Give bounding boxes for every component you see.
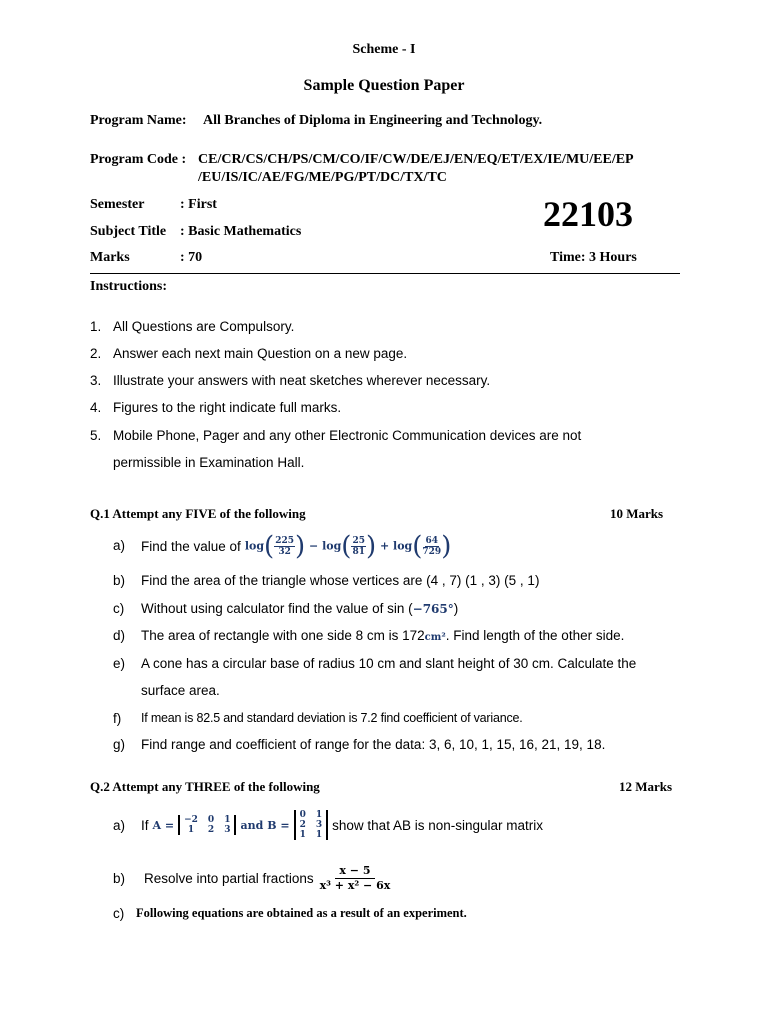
instruction-text: Mobile Phone, Pager and any other Electronic Communication devices are not xyxy=(113,428,582,443)
q2-heading: Q.2 Attempt any THREE of the following xyxy=(90,779,320,794)
partial-fraction xyxy=(320,864,391,893)
paper-title: Sample Question Paper xyxy=(303,77,465,94)
q1-heading: Q.1 Attempt any FIVE of the following xyxy=(90,506,306,521)
semester-label: Semester xyxy=(90,197,145,212)
q1-d-text: The area of rectangle with one side 8 cm is 172 xyxy=(141,628,425,643)
exam-time: Time: 3 Hours xyxy=(550,250,637,265)
matrix-entry: 3 xyxy=(315,820,323,830)
q1-b-text: Find the area of the triangle whose vertices are (4 , 7) (1 , 3) (5 , 1) xyxy=(141,573,540,588)
q2-b-label: b) xyxy=(113,871,126,886)
log-term: log xyxy=(322,539,342,552)
instruction-number: 5. xyxy=(90,428,102,443)
q1-f-text: If mean is 82.5 and standard deviation is 7.2 find coefficient of variance. xyxy=(141,711,523,725)
q2-a-text: show that AB is non-singular matrix xyxy=(332,817,544,833)
fraction-1 xyxy=(274,536,295,557)
matrix-and: and xyxy=(240,818,264,832)
matrix-b xyxy=(294,810,329,840)
fraction-numerator: x − 5 xyxy=(335,864,374,879)
minus-sign: − xyxy=(309,539,319,552)
instruction-number: 3. xyxy=(90,373,102,388)
q1-e-text1: A cone has a circular base of radius 10 cm and slant height of 30 cm. Calculate the xyxy=(141,656,637,671)
fraction-2 xyxy=(351,536,366,557)
q1-c xyxy=(141,601,458,616)
subject-value: : Basic Mathematics xyxy=(180,224,302,239)
q1-a-label: a) xyxy=(113,538,126,553)
instruction-text: Answer each next main Question on a new page. xyxy=(113,346,408,361)
instruction-number: 1. xyxy=(90,319,102,334)
matrix-entry: 0 xyxy=(299,810,306,820)
q1-c-end: ) xyxy=(453,601,459,616)
marks-value: : 70 xyxy=(180,250,203,265)
q1-e-text2: surface area. xyxy=(141,683,220,698)
matrix-entry: 1 xyxy=(224,815,231,825)
matrix-entry: 1 xyxy=(315,830,323,840)
q1-c-label: c) xyxy=(113,601,125,616)
q2-a-label: a) xyxy=(113,818,126,833)
matrix-a-label: A = xyxy=(152,818,175,832)
matrix-entry: 2 xyxy=(299,820,306,830)
instruction-text: permissible in Examination Hall. xyxy=(113,455,305,470)
q1-d xyxy=(141,628,624,643)
instruction-text: Figures to the right indicate full marks. xyxy=(113,400,342,415)
instructions-heading: Instructions: xyxy=(90,279,168,294)
log-expression: log( $\frac{225}{32}$ ) − log( $\frac{25}{81}$ ) + log( $\frac{64}{729}$ ) xyxy=(244,531,452,561)
q1-d-end: . Find length of the other side. xyxy=(445,628,625,643)
unit-cm2: cm² xyxy=(424,632,446,643)
semester-value: : First xyxy=(180,197,217,212)
q2-c-label: c) xyxy=(113,906,125,921)
matrix-entry: 1 xyxy=(315,810,323,820)
matrix-a xyxy=(178,815,236,835)
scheme-label: Scheme - I xyxy=(352,42,416,57)
q1-f-label: f) xyxy=(113,711,122,726)
q2-c-text: Following equations are obtained as a result of an experiment. xyxy=(136,906,467,920)
program-name-label: Program Name: xyxy=(90,113,187,128)
program-code-line2: /EU/IS/IC/AE/FG/ME/PG/PT/DC/TX/TC xyxy=(198,170,447,185)
instruction-text: All Questions are Compulsory. xyxy=(113,319,295,334)
marks-label: Marks xyxy=(90,250,130,265)
fraction-3 xyxy=(422,536,441,557)
header-divider xyxy=(90,273,680,274)
q1-e-label: e) xyxy=(113,656,126,671)
q1-g-text: Find range and coefficient of range for the data: 3, 6, 10, 1, 15, 16, 21, 19, 18. xyxy=(141,737,606,752)
plus-sign: + xyxy=(379,539,390,552)
log-term: log xyxy=(244,539,265,552)
log-term: log xyxy=(393,539,413,552)
subject-code: 22103 xyxy=(543,194,633,234)
matrix-entry: 0 xyxy=(207,815,215,825)
frac3-num: 64 xyxy=(425,535,439,546)
matrix-entry: 1 xyxy=(299,830,306,840)
matrix-entry: 2 xyxy=(207,825,215,835)
q1-b-label: b) xyxy=(113,573,126,588)
q2-marks: 12 Marks xyxy=(619,779,673,794)
instruction-number: 4. xyxy=(90,400,102,415)
q2-a xyxy=(141,802,543,848)
frac3-den: 729 xyxy=(422,546,442,557)
q2-b xyxy=(144,858,390,898)
q1-a-text: Find the value of xyxy=(141,538,241,554)
frac1-num: 225 xyxy=(275,535,294,546)
q2-b-text: Resolve into partial fractions xyxy=(144,870,314,886)
program-name: All Branches of Diploma in Engineering and Technology. xyxy=(203,113,543,128)
subject-label: Subject Title xyxy=(90,224,167,239)
matrix-entry: −2 xyxy=(184,815,198,825)
program-code-line1: CE/CR/CS/CH/PS/CM/CO/IF/CW/DE/EJ/EN/EQ/ET/EX/IE/MU/EE/EP xyxy=(198,152,634,167)
angle-value: −765° xyxy=(412,602,454,616)
q1-marks: 10 Marks xyxy=(610,506,664,521)
q1-a xyxy=(141,528,451,564)
q1-g-label: g) xyxy=(113,737,126,752)
program-code-label: Program Code : xyxy=(90,152,187,167)
q1-d-label: d) xyxy=(113,628,126,643)
frac1-den: 32 xyxy=(278,546,291,557)
matrix-b-label: B = xyxy=(267,818,290,832)
frac2-num: 25 xyxy=(352,535,365,546)
matrix-entry: 3 xyxy=(224,825,231,835)
frac2-den: 81 xyxy=(352,546,365,557)
fraction-denominator: x³ + x² − 6x xyxy=(319,878,391,892)
q1-c-text: Without using calculator find the value of sin ( xyxy=(141,601,413,616)
instruction-number: 2. xyxy=(90,346,102,361)
instruction-text: Illustrate your answers with neat sketches wherever necessary. xyxy=(113,373,491,388)
q2-a-if: If xyxy=(141,817,149,833)
matrix-entry: 1 xyxy=(187,825,195,835)
